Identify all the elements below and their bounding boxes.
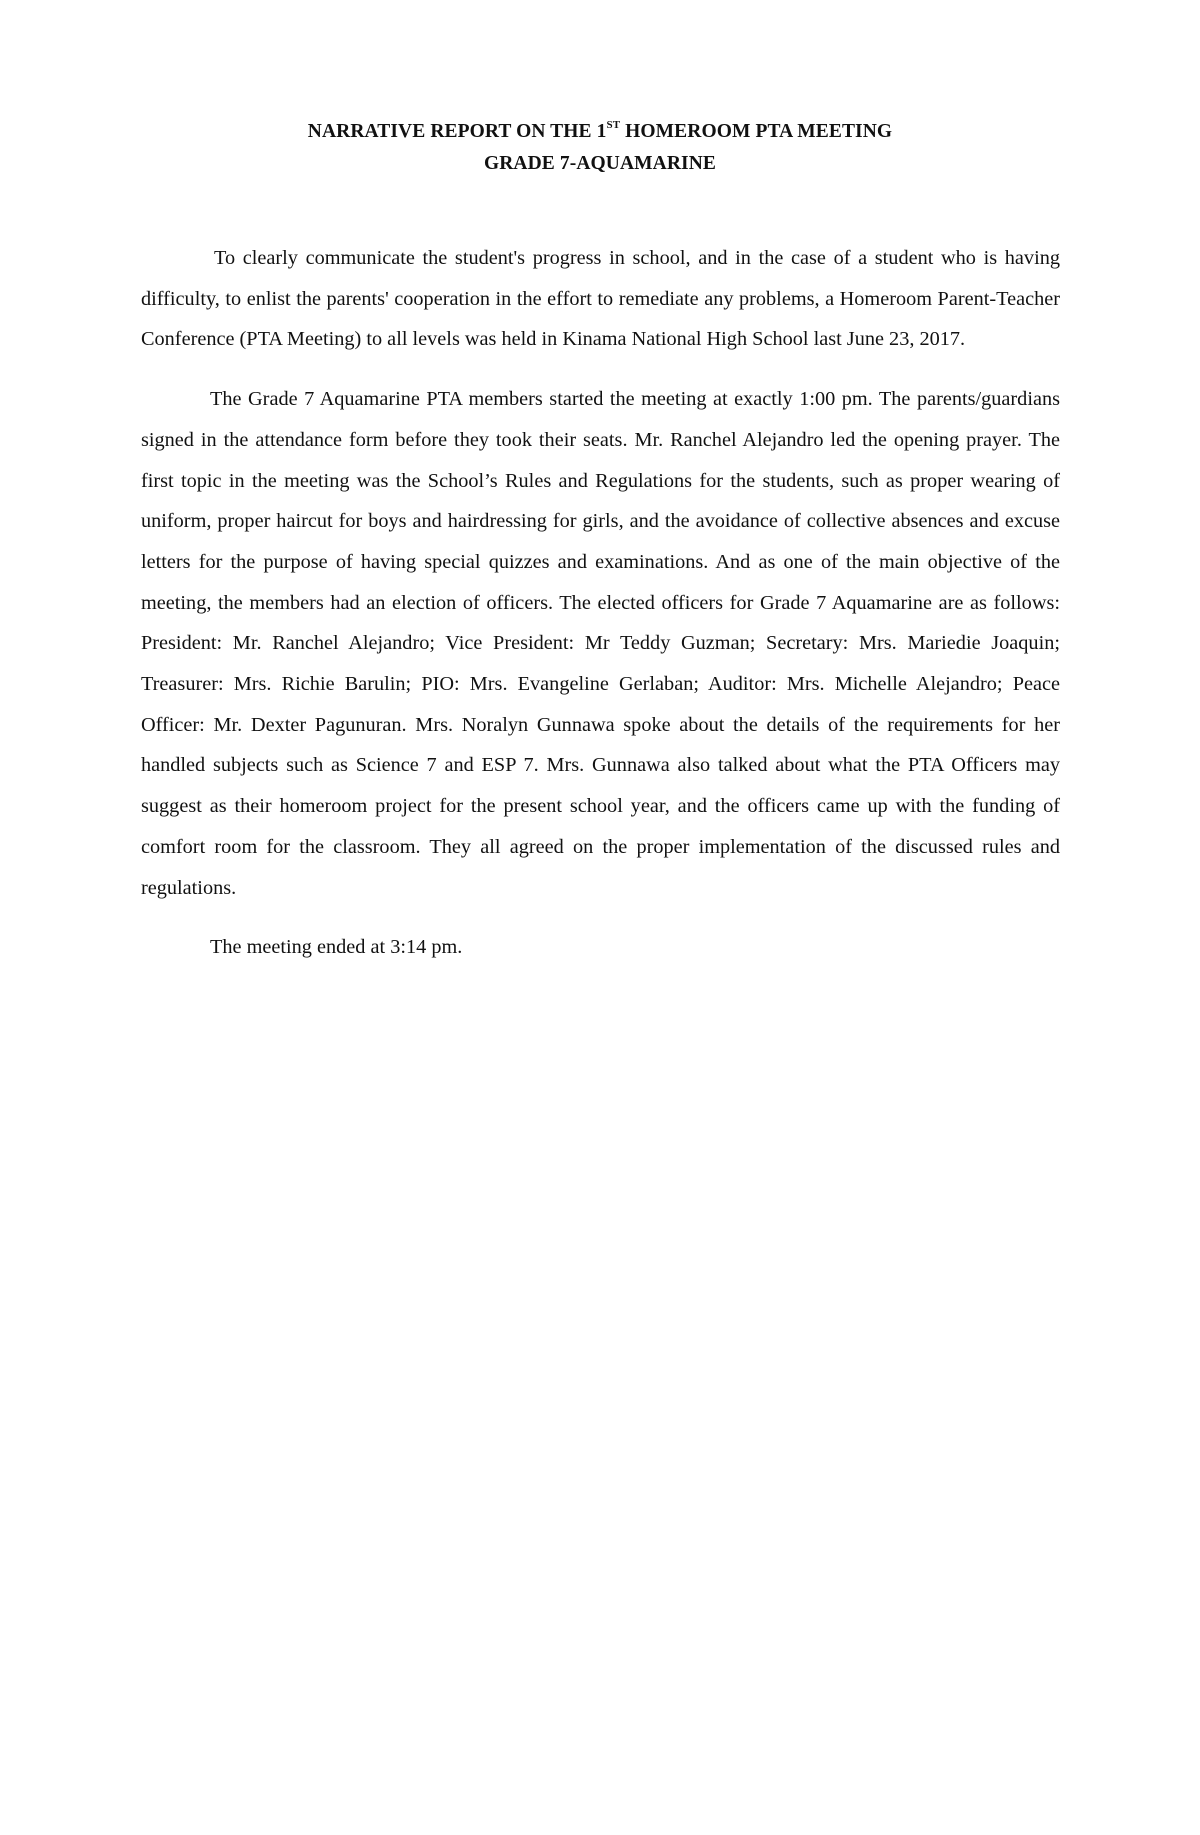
ordinal-superscript: ST [606,119,621,131]
paragraph-meeting-details: The Grade 7 Aquamarine PTA members started the meeting at exactly 1:00 pm. The parents/guardians signed in the attendance form before they took their seats. Mr. Ranchel Alejandro led the opening prayer. The first topic in the meeting was the School’s Rules and Regulations for the students, such as proper wearing of uniform, proper haircut for boys and hairdressing for girls, and the avoidance of collective absences and excuse letters for the purpose of having special quizzes and examinations. And as one of the main objective of the meeting, the members had an election of officers. The elected officers for Grade 7 Aquamarine are as follows: President: Mr. Ranchel Alejandro; Vice President: Mr Teddy Guzman; Secretary: Mrs. Mariedie Joaquin; Treasurer: Mrs. Richie Barulin; PIO: Mrs. Evangeline Gerlaban; Auditor: Mrs. Michelle Alejandro; Peace Officer: Mr. Dexter Pagunuran. Mrs. Noralyn Gunnawa spoke about the details of the requirements for her handled subjects such as Science 7 and ESP 7. Mrs. Gunnawa also talked about what the PTA Officers may suggest as their homeroom project for the present school year, and the officers came up with the funding of comfort room for the classroom. They all agreed on the proper implementation of the discussed rules and regulations. [141,388,1060,899]
report-title-text-after: HOMEROOM PTA MEETING [620,121,893,142]
report-title-text-before: NARRATIVE REPORT ON THE 1 [307,121,607,142]
report-subtitle-grade: GRADE 7-AQUAMARINE [483,153,716,174]
paragraph-introduction: To clearly communicate the student's progress in school, and in the case of a student who is having difficulty, to enlist the parents' cooperation in the effort to remediate any problems, a Homeroom Parent-Teacher Conference (PTA Meeting) to all levels was held in Kinama National High School last June 23, 2017. [141,247,1060,351]
paragraph-closing: The meeting ended at 3:14 pm. [210,936,463,959]
report-title [140,116,1060,180]
report-body [141,238,1060,968]
report-title-line-1 [140,116,1060,148]
